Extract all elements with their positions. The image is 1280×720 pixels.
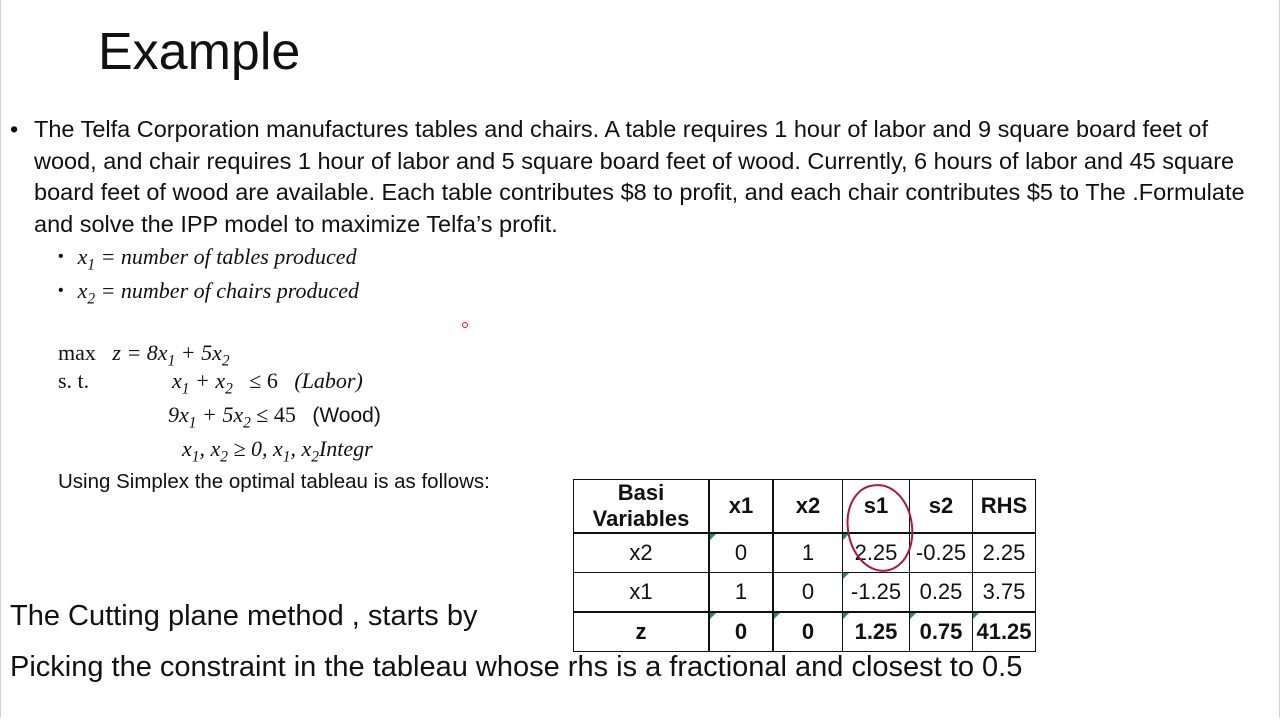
subject-to-label: s. t. [58,368,90,393]
table-cell: 41.25 [973,612,1036,652]
table-cell: 2.25 [973,533,1036,573]
table-cell: 2.25 [843,533,910,573]
picking-constraint-text: Picking the constraint in the tableau whose rhs is a fractional and closest to 0.5 [10,651,1023,683]
tableau-header-row [574,480,1036,534]
header-s1: s1 [843,480,910,534]
table-cell: 1 [709,573,773,613]
table-cell: -0.25 [910,533,973,573]
wood-constraint: $9x_1 + 5x_2 \le 45$ (Wood) [168,402,381,432]
table-cell: -1.25 [843,573,910,613]
laser-pointer-dot [460,320,470,330]
table-cell: 1 [773,533,843,573]
bullet-dot: • [10,116,19,142]
variable-definition-x2: • $x_2$ = number of chairs produced [58,278,360,308]
sub-bullet-dot: • [58,248,64,265]
table-cell: 0 [709,533,773,573]
problem-statement [10,114,1260,240]
table-cell: 1.25 [843,612,910,652]
problem-text: The Telfa Corporation manufactures tables and chairs. A table requires 1 hour of labor and 9 square board feet of wood, and chair requires 1 hour of labor and 5 square board feet of wood. Currently, 6 hours of labor and 45 square board feet of wood are available. Each table contributes $8 to profit, and each chair contributes $5 to The .Formulate and solve the IPP model to maximize Telfa’s profit. [34,116,1245,237]
variable-definition-x1: • $x_1$ = number of tables produced [58,244,357,274]
header-x1: x1 [709,480,773,534]
optimal-tableau [573,479,1036,652]
table-cell: 0 [709,612,773,652]
table-cell: 0.25 [910,573,973,613]
labor-constraint: $x_1 + x_2$ ≤ 6 (Labor) [172,368,363,398]
using-simplex-text: Using Simplex the optimal tableau is as follows: [58,470,490,493]
header-basic-variables: Basi Variables [574,480,710,534]
cutting-plane-text: The Cutting plane method , starts by [10,600,478,632]
table-cell: 0 [773,573,843,613]
header-rhs: RHS [973,480,1036,534]
nonnegativity-integer-constraint: $x_1$, $x_2 \ge 0$, $x_1$, $x_2Integr$ [182,436,373,466]
table-cell: 0.75 [910,612,973,652]
objective-function: max $z = 8x_1 + 5x_2$ [58,340,230,370]
basic-variable-cell: x1 [574,573,710,613]
basic-variable-cell: x2 [574,533,710,573]
table-row [574,573,1036,613]
slide-title: Example [98,23,301,81]
sub-bullet-dot: • [58,282,64,299]
table-cell: 3.75 [973,573,1036,613]
basic-variable-cell: z [574,612,710,652]
table-row [574,533,1036,573]
table-cell: 0 [773,612,843,652]
table-row-objective [574,612,1036,652]
header-s2: s2 [910,480,973,534]
header-x2: x2 [773,480,843,534]
